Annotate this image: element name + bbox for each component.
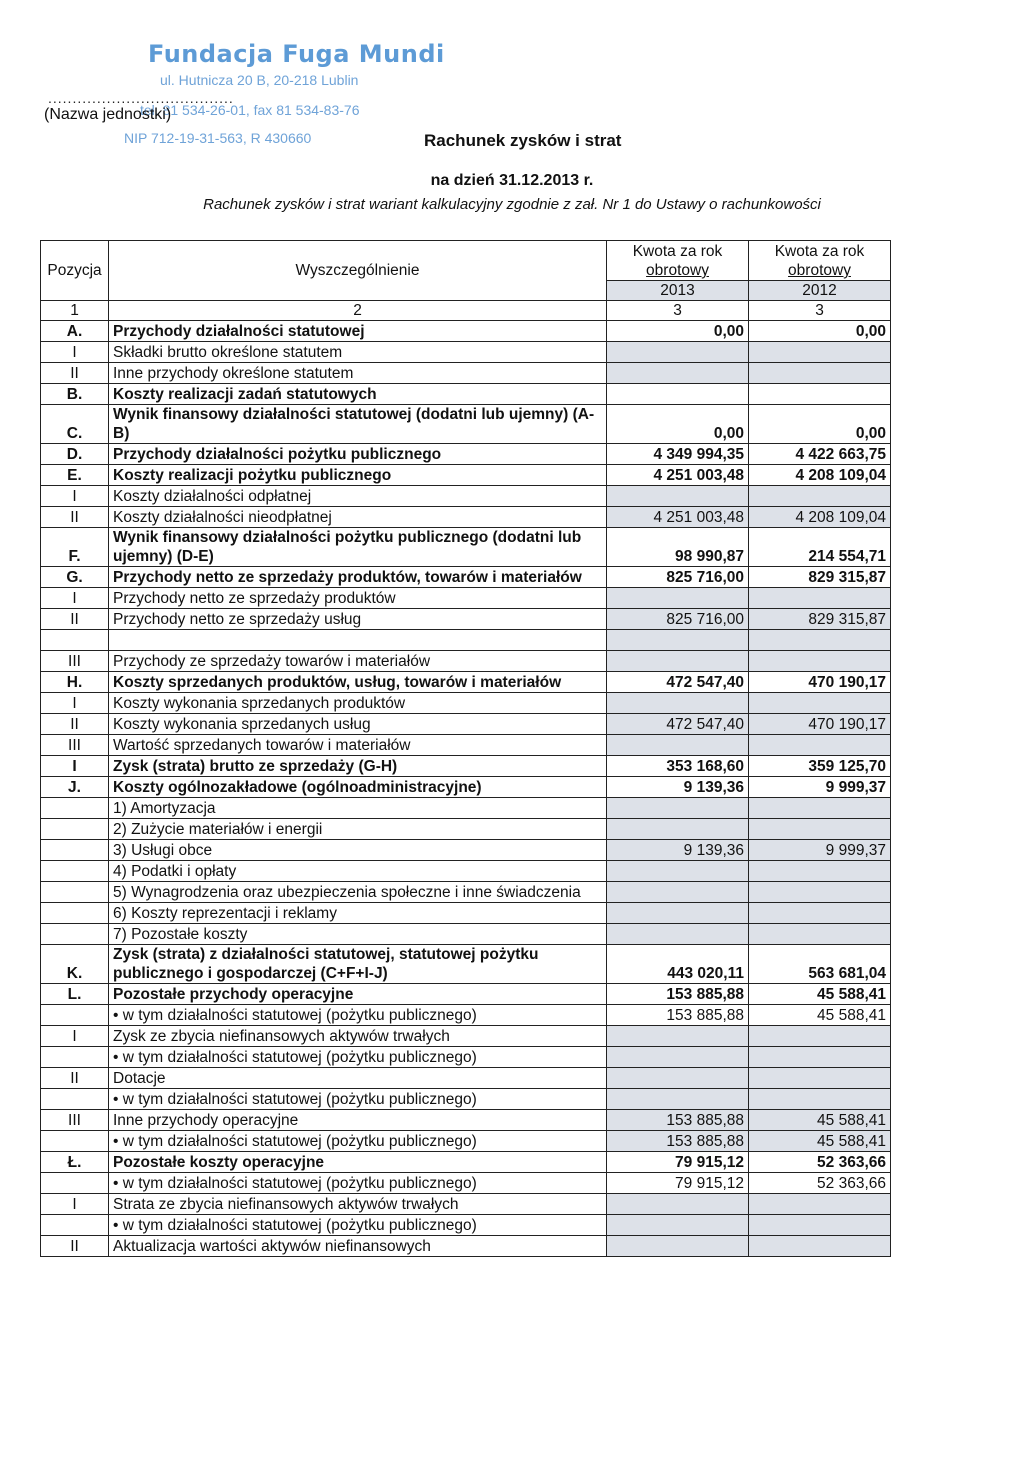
row-value-2013: 353 168,60	[607, 756, 749, 777]
row-position: J.	[41, 777, 109, 798]
row-position: L.	[41, 984, 109, 1005]
row-value-2013: 4 251 003,48	[607, 465, 749, 486]
row-value-2012: 563 681,04	[749, 945, 891, 984]
row-value-2012	[749, 486, 891, 507]
row-value-2012: 470 190,17	[749, 672, 891, 693]
row-description: Koszty wykonania sprzedanych usług	[109, 714, 607, 735]
row-position: III	[41, 1110, 109, 1131]
table-row	[41, 819, 891, 840]
row-position: H.	[41, 672, 109, 693]
table-row	[41, 693, 891, 714]
row-value-2013: 443 020,11	[607, 945, 749, 984]
row-value-2013	[607, 630, 749, 651]
column-number: 1	[41, 301, 109, 321]
row-description: Koszty sprzedanych produktów, usług, towarów i materiałów	[109, 672, 607, 693]
header-amount-2013: Kwota za rok obrotowy	[607, 241, 749, 281]
row-value-2012: 470 190,17	[749, 714, 891, 735]
row-description: Przychody ze sprzedaży towarów i materiałów	[109, 651, 607, 672]
row-description: • w tym działalności statutowej (pożytku publicznego)	[109, 1005, 607, 1026]
row-description: 7) Pozostałe koszty	[109, 924, 607, 945]
row-position	[41, 903, 109, 924]
table-row	[41, 777, 891, 798]
row-value-2012	[749, 1194, 891, 1215]
table-row	[41, 1131, 891, 1152]
row-value-2012	[749, 1047, 891, 1068]
row-value-2013	[607, 1236, 749, 1257]
row-description: Wartość sprzedanych towarów i materiałów	[109, 735, 607, 756]
table-row	[41, 363, 891, 384]
row-value-2013	[607, 363, 749, 384]
row-value-2012	[749, 924, 891, 945]
row-position: II	[41, 714, 109, 735]
table-row	[41, 384, 891, 405]
row-value-2012: 829 315,87	[749, 567, 891, 588]
row-position: I	[41, 1194, 109, 1215]
row-value-2012	[749, 1026, 891, 1047]
row-value-2012	[749, 1236, 891, 1257]
income-statement-table	[40, 240, 891, 1257]
row-value-2012: 359 125,70	[749, 756, 891, 777]
row-value-2012: 45 588,41	[749, 984, 891, 1005]
table-row	[41, 756, 891, 777]
row-value-2012	[749, 363, 891, 384]
row-value-2013: 4 349 994,35	[607, 444, 749, 465]
table-row	[41, 1089, 891, 1110]
row-value-2012	[749, 651, 891, 672]
row-value-2013: 98 990,87	[607, 528, 749, 567]
column-number: 3	[607, 301, 749, 321]
row-description: 4) Podatki i opłaty	[109, 861, 607, 882]
row-value-2012	[749, 903, 891, 924]
stamp-phone: tel. 81 534-26-01, fax 81 534-83-76	[140, 102, 360, 118]
table-row	[41, 882, 891, 903]
row-position	[41, 819, 109, 840]
row-position	[41, 924, 109, 945]
row-value-2012	[749, 882, 891, 903]
header-position: Pozycja	[41, 241, 109, 301]
row-value-2013: 825 716,00	[607, 567, 749, 588]
row-position: F.	[41, 528, 109, 567]
row-value-2012: 52 363,66	[749, 1173, 891, 1194]
row-value-2012	[749, 861, 891, 882]
row-value-2013	[607, 1047, 749, 1068]
table-row	[41, 507, 891, 528]
row-value-2013	[607, 486, 749, 507]
row-position: Ł.	[41, 1152, 109, 1173]
header-amount-2012: Kwota za rok obrotowy	[749, 241, 891, 281]
table-row	[41, 1068, 891, 1089]
row-description: • w tym działalności statutowej (pożytku publicznego)	[109, 1215, 607, 1236]
row-value-2013	[607, 924, 749, 945]
table-row	[41, 1215, 891, 1236]
table-row	[41, 735, 891, 756]
row-position	[41, 840, 109, 861]
table-row	[41, 609, 891, 630]
row-description: Przychody netto ze sprzedaży produktów, towarów i materiałów	[109, 567, 607, 588]
header-description: Wyszczególnienie	[109, 241, 607, 301]
row-value-2013	[607, 1194, 749, 1215]
row-value-2012	[749, 735, 891, 756]
row-description: Wynik finansowy działalności pożytku publicznego (dodatni lub ujemny) (D-E)	[109, 528, 607, 567]
row-position: G.	[41, 567, 109, 588]
row-value-2013: 9 139,36	[607, 840, 749, 861]
row-value-2013: 79 915,12	[607, 1152, 749, 1173]
row-position	[41, 630, 109, 651]
row-value-2012	[749, 342, 891, 363]
row-value-2013	[607, 819, 749, 840]
table-row	[41, 651, 891, 672]
header-year-2012: 2012	[749, 281, 891, 301]
row-description: Koszty wykonania sprzedanych produktów	[109, 693, 607, 714]
row-value-2013	[607, 693, 749, 714]
row-position: I	[41, 342, 109, 363]
row-value-2013	[607, 735, 749, 756]
row-description: Pozostałe przychody operacyjne	[109, 984, 607, 1005]
row-value-2012: 4 208 109,04	[749, 465, 891, 486]
table-row	[41, 1152, 891, 1173]
row-position: K.	[41, 945, 109, 984]
row-description: Inne przychody operacyjne	[109, 1110, 607, 1131]
row-description: Koszty działalności nieodpłatnej	[109, 507, 607, 528]
row-position: II	[41, 609, 109, 630]
table-row	[41, 672, 891, 693]
table-row	[41, 840, 891, 861]
row-description: Inne przychody określone statutem	[109, 363, 607, 384]
row-position: II	[41, 1068, 109, 1089]
unit-name-label: (Nazwa jednostki)	[44, 106, 172, 123]
row-description: Przychody działalności pożytku publicznego	[109, 444, 607, 465]
header-year-2013: 2013	[607, 281, 749, 301]
row-position: II	[41, 363, 109, 384]
table-row	[41, 1026, 891, 1047]
document-subtitle: Rachunek zysków i strat wariant kalkulacyjny zgodnie z zał. Nr 1 do Ustawy o rachunkowości	[203, 196, 821, 213]
row-description: Przychody netto ze sprzedaży produktów	[109, 588, 607, 609]
row-value-2012	[749, 588, 891, 609]
row-value-2013: 79 915,12	[607, 1173, 749, 1194]
row-description: 6) Koszty reprezentacji i reklamy	[109, 903, 607, 924]
row-position	[41, 1005, 109, 1026]
row-description: • w tym działalności statutowej (pożytku publicznego)	[109, 1131, 607, 1152]
table-row	[41, 588, 891, 609]
row-position	[41, 798, 109, 819]
table-row	[41, 1236, 891, 1257]
row-value-2012: 4 208 109,04	[749, 507, 891, 528]
row-description: Składki brutto określone statutem	[109, 342, 607, 363]
row-value-2013	[607, 384, 749, 405]
row-description: Zysk (strata) z działalności statutowej, statutowej pożytku publicznego i gospodarczej (C+F+I-J)	[109, 945, 607, 984]
table-row	[41, 444, 891, 465]
row-description: • w tym działalności statutowej (pożytku publicznego)	[109, 1089, 607, 1110]
row-value-2012: 0,00	[749, 405, 891, 444]
document-title: Rachunek zysków i strat	[424, 131, 622, 150]
stamp-nip: NIP 712-19-31-563, R 430660	[124, 130, 312, 146]
row-description: 2) Zużycie materiałów i energii	[109, 819, 607, 840]
document-date: na dzień 31.12.2013 r.	[430, 172, 594, 189]
table-row	[41, 924, 891, 945]
table-row	[41, 1047, 891, 1068]
stamp-address: ul. Hutnicza 20 B, 20-218 Lublin	[160, 72, 359, 88]
row-value-2013: 4 251 003,48	[607, 507, 749, 528]
row-value-2013: 9 139,36	[607, 777, 749, 798]
row-description: • w tym działalności statutowej (pożytku publicznego)	[109, 1173, 607, 1194]
table-header-row	[41, 241, 891, 281]
row-value-2012: 9 999,37	[749, 777, 891, 798]
row-position: III	[41, 735, 109, 756]
unit-name-placeholder: ......................................	[48, 90, 234, 106]
row-position	[41, 1089, 109, 1110]
stamp-organization-name: Fundacja Fuga Mundi	[148, 40, 445, 68]
row-value-2012	[749, 630, 891, 651]
row-description: 1) Amortyzacja	[109, 798, 607, 819]
table-row	[41, 342, 891, 363]
row-value-2013: 472 547,40	[607, 672, 749, 693]
row-value-2012	[749, 693, 891, 714]
row-value-2013	[607, 1089, 749, 1110]
column-number: 2	[109, 301, 607, 321]
row-position: I	[41, 1026, 109, 1047]
row-value-2012: 214 554,71	[749, 528, 891, 567]
row-description: Zysk (strata) brutto ze sprzedaży (G-H)	[109, 756, 607, 777]
row-description: 3) Usługi obce	[109, 840, 607, 861]
row-description: Koszty realizacji pożytku publicznego	[109, 465, 607, 486]
row-position: III	[41, 651, 109, 672]
row-description: Koszty ogólnozakładowe (ogólnoadministracyjne)	[109, 777, 607, 798]
row-description: Pozostałe koszty operacyjne	[109, 1152, 607, 1173]
row-position: C.	[41, 405, 109, 444]
row-value-2012	[749, 1068, 891, 1089]
column-number-row	[41, 301, 891, 321]
table-row	[41, 714, 891, 735]
row-description: Koszty realizacji zadań statutowych	[109, 384, 607, 405]
row-value-2012: 0,00	[749, 321, 891, 342]
table-row	[41, 1005, 891, 1026]
row-value-2013	[607, 342, 749, 363]
row-description	[109, 630, 607, 651]
row-position	[41, 1173, 109, 1194]
row-value-2013	[607, 861, 749, 882]
table-row	[41, 798, 891, 819]
row-value-2013	[607, 588, 749, 609]
row-position: D.	[41, 444, 109, 465]
row-description: Wynik finansowy działalności statutowej (dodatni lub ujemny) (A-B)	[109, 405, 607, 444]
row-value-2013: 825 716,00	[607, 609, 749, 630]
row-position	[41, 882, 109, 903]
row-value-2013	[607, 903, 749, 924]
row-value-2012	[749, 819, 891, 840]
row-position: B.	[41, 384, 109, 405]
row-value-2013	[607, 1215, 749, 1236]
table-row	[41, 465, 891, 486]
table-row	[41, 984, 891, 1005]
row-value-2013	[607, 651, 749, 672]
table-row	[41, 1173, 891, 1194]
row-position: I	[41, 756, 109, 777]
row-value-2013	[607, 1026, 749, 1047]
row-description: Dotacje	[109, 1068, 607, 1089]
row-value-2013	[607, 1068, 749, 1089]
row-value-2012	[749, 798, 891, 819]
row-value-2013: 0,00	[607, 321, 749, 342]
row-description: Przychody netto ze sprzedaży usług	[109, 609, 607, 630]
row-value-2012: 45 588,41	[749, 1110, 891, 1131]
row-value-2012: 9 999,37	[749, 840, 891, 861]
table-row	[41, 945, 891, 984]
row-position	[41, 861, 109, 882]
row-description: 5) Wynagrodzenia oraz ubezpieczenia społeczne i inne świadczenia	[109, 882, 607, 903]
row-description: Strata ze zbycia niefinansowych aktywów trwałych	[109, 1194, 607, 1215]
table-row	[41, 528, 891, 567]
row-position: A.	[41, 321, 109, 342]
table-row	[41, 630, 891, 651]
table-row	[41, 1194, 891, 1215]
row-value-2013: 0,00	[607, 405, 749, 444]
row-value-2013	[607, 798, 749, 819]
row-value-2013: 472 547,40	[607, 714, 749, 735]
row-position: I	[41, 588, 109, 609]
row-position	[41, 1047, 109, 1068]
row-value-2012	[749, 1089, 891, 1110]
row-value-2013: 153 885,88	[607, 1131, 749, 1152]
row-position: II	[41, 1236, 109, 1257]
row-value-2012: 4 422 663,75	[749, 444, 891, 465]
table-row	[41, 861, 891, 882]
row-value-2013	[607, 882, 749, 903]
row-value-2012	[749, 1215, 891, 1236]
row-description: • w tym działalności statutowej (pożytku publicznego)	[109, 1047, 607, 1068]
row-description: Zysk ze zbycia niefinansowych aktywów trwałych	[109, 1026, 607, 1047]
row-value-2012: 52 363,66	[749, 1152, 891, 1173]
row-position: II	[41, 507, 109, 528]
row-description: Koszty działalności odpłatnej	[109, 486, 607, 507]
row-value-2013: 153 885,88	[607, 984, 749, 1005]
row-position: E.	[41, 465, 109, 486]
row-description: Przychody działalności statutowej	[109, 321, 607, 342]
row-value-2012: 45 588,41	[749, 1131, 891, 1152]
table-row	[41, 567, 891, 588]
row-position: I	[41, 486, 109, 507]
table-row	[41, 903, 891, 924]
row-position	[41, 1215, 109, 1236]
table-row	[41, 486, 891, 507]
table-row	[41, 1110, 891, 1131]
row-position: I	[41, 693, 109, 714]
column-number: 3	[749, 301, 891, 321]
table-row	[41, 405, 891, 444]
row-position	[41, 1131, 109, 1152]
row-value-2012: 45 588,41	[749, 1005, 891, 1026]
row-value-2013: 153 885,88	[607, 1110, 749, 1131]
row-value-2012: 829 315,87	[749, 609, 891, 630]
row-value-2012	[749, 384, 891, 405]
table-row	[41, 321, 891, 342]
row-value-2013: 153 885,88	[607, 1005, 749, 1026]
row-description: Aktualizacja wartości aktywów niefinansowych	[109, 1236, 607, 1257]
